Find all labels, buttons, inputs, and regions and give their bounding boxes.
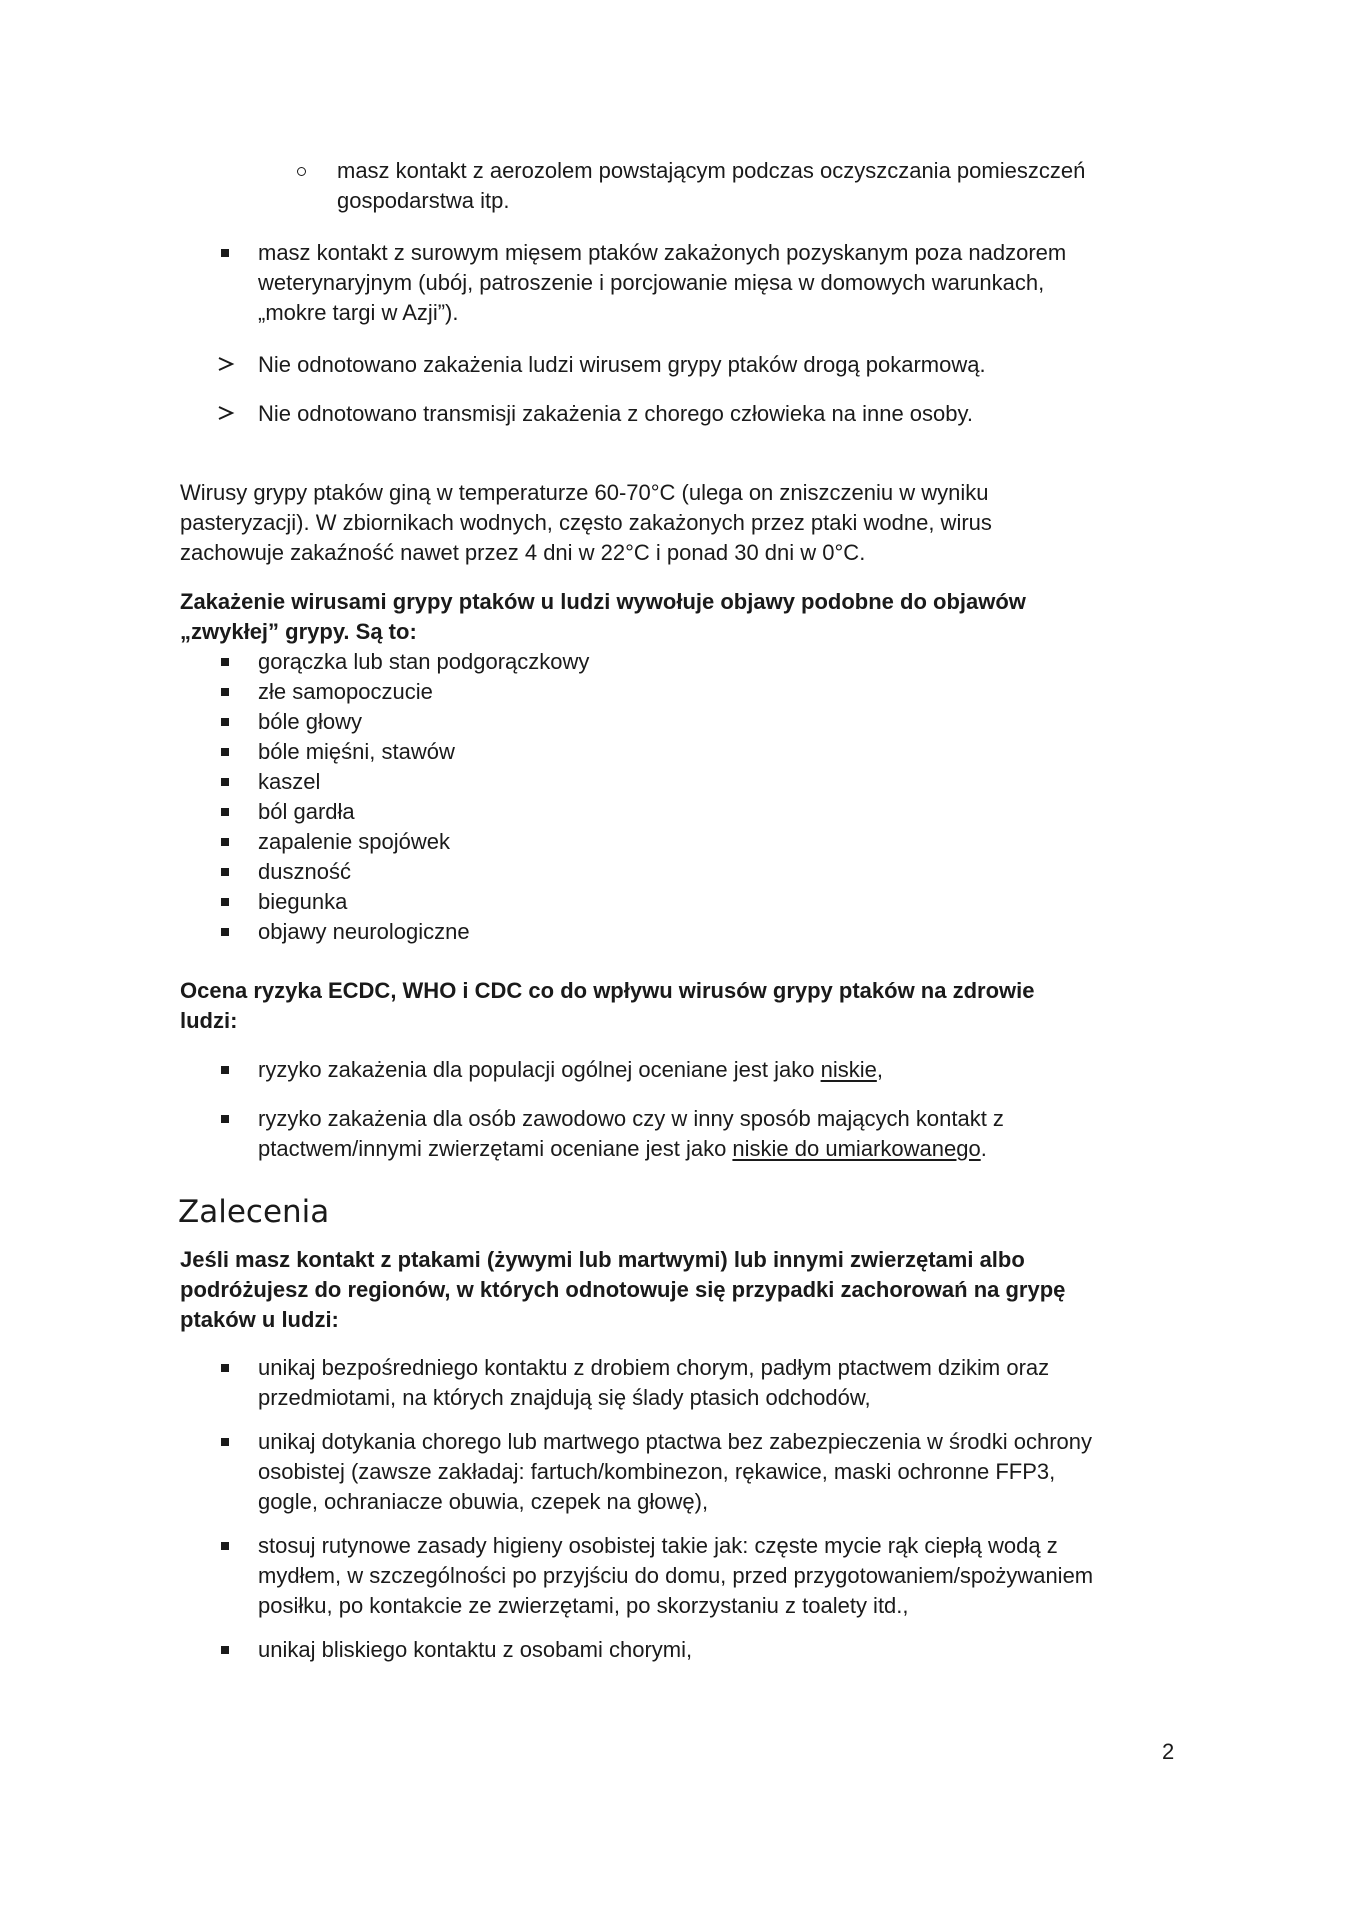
recommendation-item: osobistej (zawsze zakładaj: fartuch/kombinezon, rękawice, maski ochronne FFP3, [258, 1459, 1056, 1484]
square-bullet-icon [221, 1542, 229, 1550]
risk-item-suffix: . [980, 1136, 987, 1161]
risk-item-occupational [258, 1134, 987, 1164]
recommendation-item: unikaj bezpośredniego kontaktu z drobiem chorym, padłym ptactwem dzikim oraz [258, 1355, 1050, 1380]
square-bullet-icon [221, 718, 229, 726]
arrow-bullet-icon [217, 404, 235, 422]
circle-bullet-icon [297, 167, 306, 176]
symptom-item: duszność [258, 859, 351, 884]
section-title-recommendations: Zalecenia [178, 1194, 330, 1230]
page-number: 2 [1162, 1739, 1175, 1764]
recommendations-intro: podróżujesz do regionów, w których odnotowuje się przypadki zachorowań na grypę [180, 1277, 1066, 1302]
recommendation-item: stosuj rutynowe zasady higieny osobistej takie jak: częste mycie rąk ciepłą wodą z [258, 1533, 1058, 1558]
list-item-text: masz kontakt z aerozolem powstającym podczas oczyszczania pomieszczeń [337, 158, 1086, 183]
list-item-text: gospodarstwa itp. [337, 188, 510, 213]
symptoms-heading: Zakażenie wirusami grypy ptaków u ludzi wywołuje objawy podobne do objawów [180, 589, 1026, 614]
recommendations-intro: ptaków u ludzi: [180, 1307, 339, 1332]
risk-level-low: niskie [820, 1057, 877, 1082]
arrow-item-text: Nie odnotowano zakażenia ludzi wirusem grypy ptaków drogą pokarmową. [258, 352, 986, 377]
square-bullet-icon [221, 928, 229, 936]
square-bullet-icon [221, 1066, 229, 1074]
recommendation-item: gogle, ochraniacze obuwia, czepek na głowę), [258, 1489, 709, 1514]
recommendation-item: mydłem, w szczególności po przyjściu do domu, przed przygotowaniem/spożywaniem [258, 1563, 1094, 1588]
paragraph-line: pasteryzacji). W zbiornikach wodnych, często zakażonych przez ptaki wodne, wirus [180, 510, 992, 535]
symptom-item: gorączka lub stan podgorączkowy [258, 649, 590, 674]
arrow-bullet-icon [217, 355, 235, 373]
square-bullet-icon [221, 249, 229, 257]
paragraph-line: Wirusy grypy ptaków giną w temperaturze 60-70°C (ulega on zniszczeniu w wyniku [180, 480, 989, 505]
symptom-item: objawy neurologiczne [258, 919, 470, 944]
risk-heading: ludzi: [180, 1008, 238, 1033]
square-bullet-icon [221, 898, 229, 906]
symptom-item: biegunka [258, 889, 348, 914]
square-bullet-icon [221, 658, 229, 666]
list-item-text: masz kontakt z surowym mięsem ptaków zakażonych pozyskanym poza nadzorem [258, 240, 1067, 265]
symptoms-heading: „zwykłej” grypy. Są to: [180, 619, 417, 644]
risk-item-text: ryzyko zakażenia dla osób zawodowo czy w inny sposób mających kontakt z [258, 1106, 1004, 1131]
square-bullet-icon [221, 748, 229, 756]
square-bullet-icon [221, 808, 229, 816]
paragraph-line: zachowuje zakaźność nawet przez 4 dni w 22°C i ponad 30 dni w 0°C. [180, 540, 866, 565]
recommendations-intro: Jeśli masz kontakt z ptakami (żywymi lub martwymi) lub innymi zwierzętami albo [180, 1247, 1025, 1272]
square-bullet-icon [221, 1438, 229, 1446]
risk-heading: Ocena ryzyka ECDC, WHO i CDC co do wpływu wirusów grypy ptaków na zdrowie [180, 978, 1035, 1003]
symptom-item: bóle mięśni, stawów [258, 739, 455, 764]
symptom-item: bóle głowy [258, 709, 362, 734]
symptom-item: kaszel [258, 769, 321, 794]
square-bullet-icon [221, 1646, 229, 1654]
list-item-text: weterynaryjnym (ubój, patroszenie i porcjowanie mięsa w domowych warunkach, [258, 270, 1045, 295]
symptom-item: ból gardła [258, 799, 355, 824]
square-bullet-icon [221, 688, 229, 696]
square-bullet-icon [221, 868, 229, 876]
recommendation-item: unikaj dotykania chorego lub martwego ptactwa bez zabezpieczenia w środki ochrony [258, 1429, 1093, 1454]
risk-item-general [258, 1055, 883, 1085]
list-item-text: „mokre targi w Azji”). [258, 300, 459, 325]
square-bullet-icon [221, 1115, 229, 1123]
symptom-item: złe samopoczucie [258, 679, 433, 704]
risk-item-text: ptactwem/innymi zwierzętami oceniane jest jako [258, 1136, 733, 1161]
risk-item-suffix: , [876, 1057, 883, 1082]
recommendation-item: unikaj bliskiego kontaktu z osobami chorymi, [258, 1637, 693, 1662]
risk-item-text: ryzyko zakażenia dla populacji ogólnej oceniane jest jako [258, 1057, 821, 1082]
square-bullet-icon [221, 838, 229, 846]
recommendation-item: posiłku, po kontakcie ze zwierzętami, po skorzystaniu z toalety itd., [258, 1593, 909, 1618]
square-bullet-icon [221, 1364, 229, 1372]
recommendation-item: przedmiotami, na których znajdują się ślady ptasich odchodów, [258, 1385, 871, 1410]
risk-level-low-moderate: niskie do umiarkowanego [732, 1136, 981, 1161]
arrow-item-text: Nie odnotowano transmisji zakażenia z chorego człowieka na inne osoby. [258, 401, 973, 426]
square-bullet-icon [221, 778, 229, 786]
symptom-item: zapalenie spojówek [258, 829, 451, 854]
